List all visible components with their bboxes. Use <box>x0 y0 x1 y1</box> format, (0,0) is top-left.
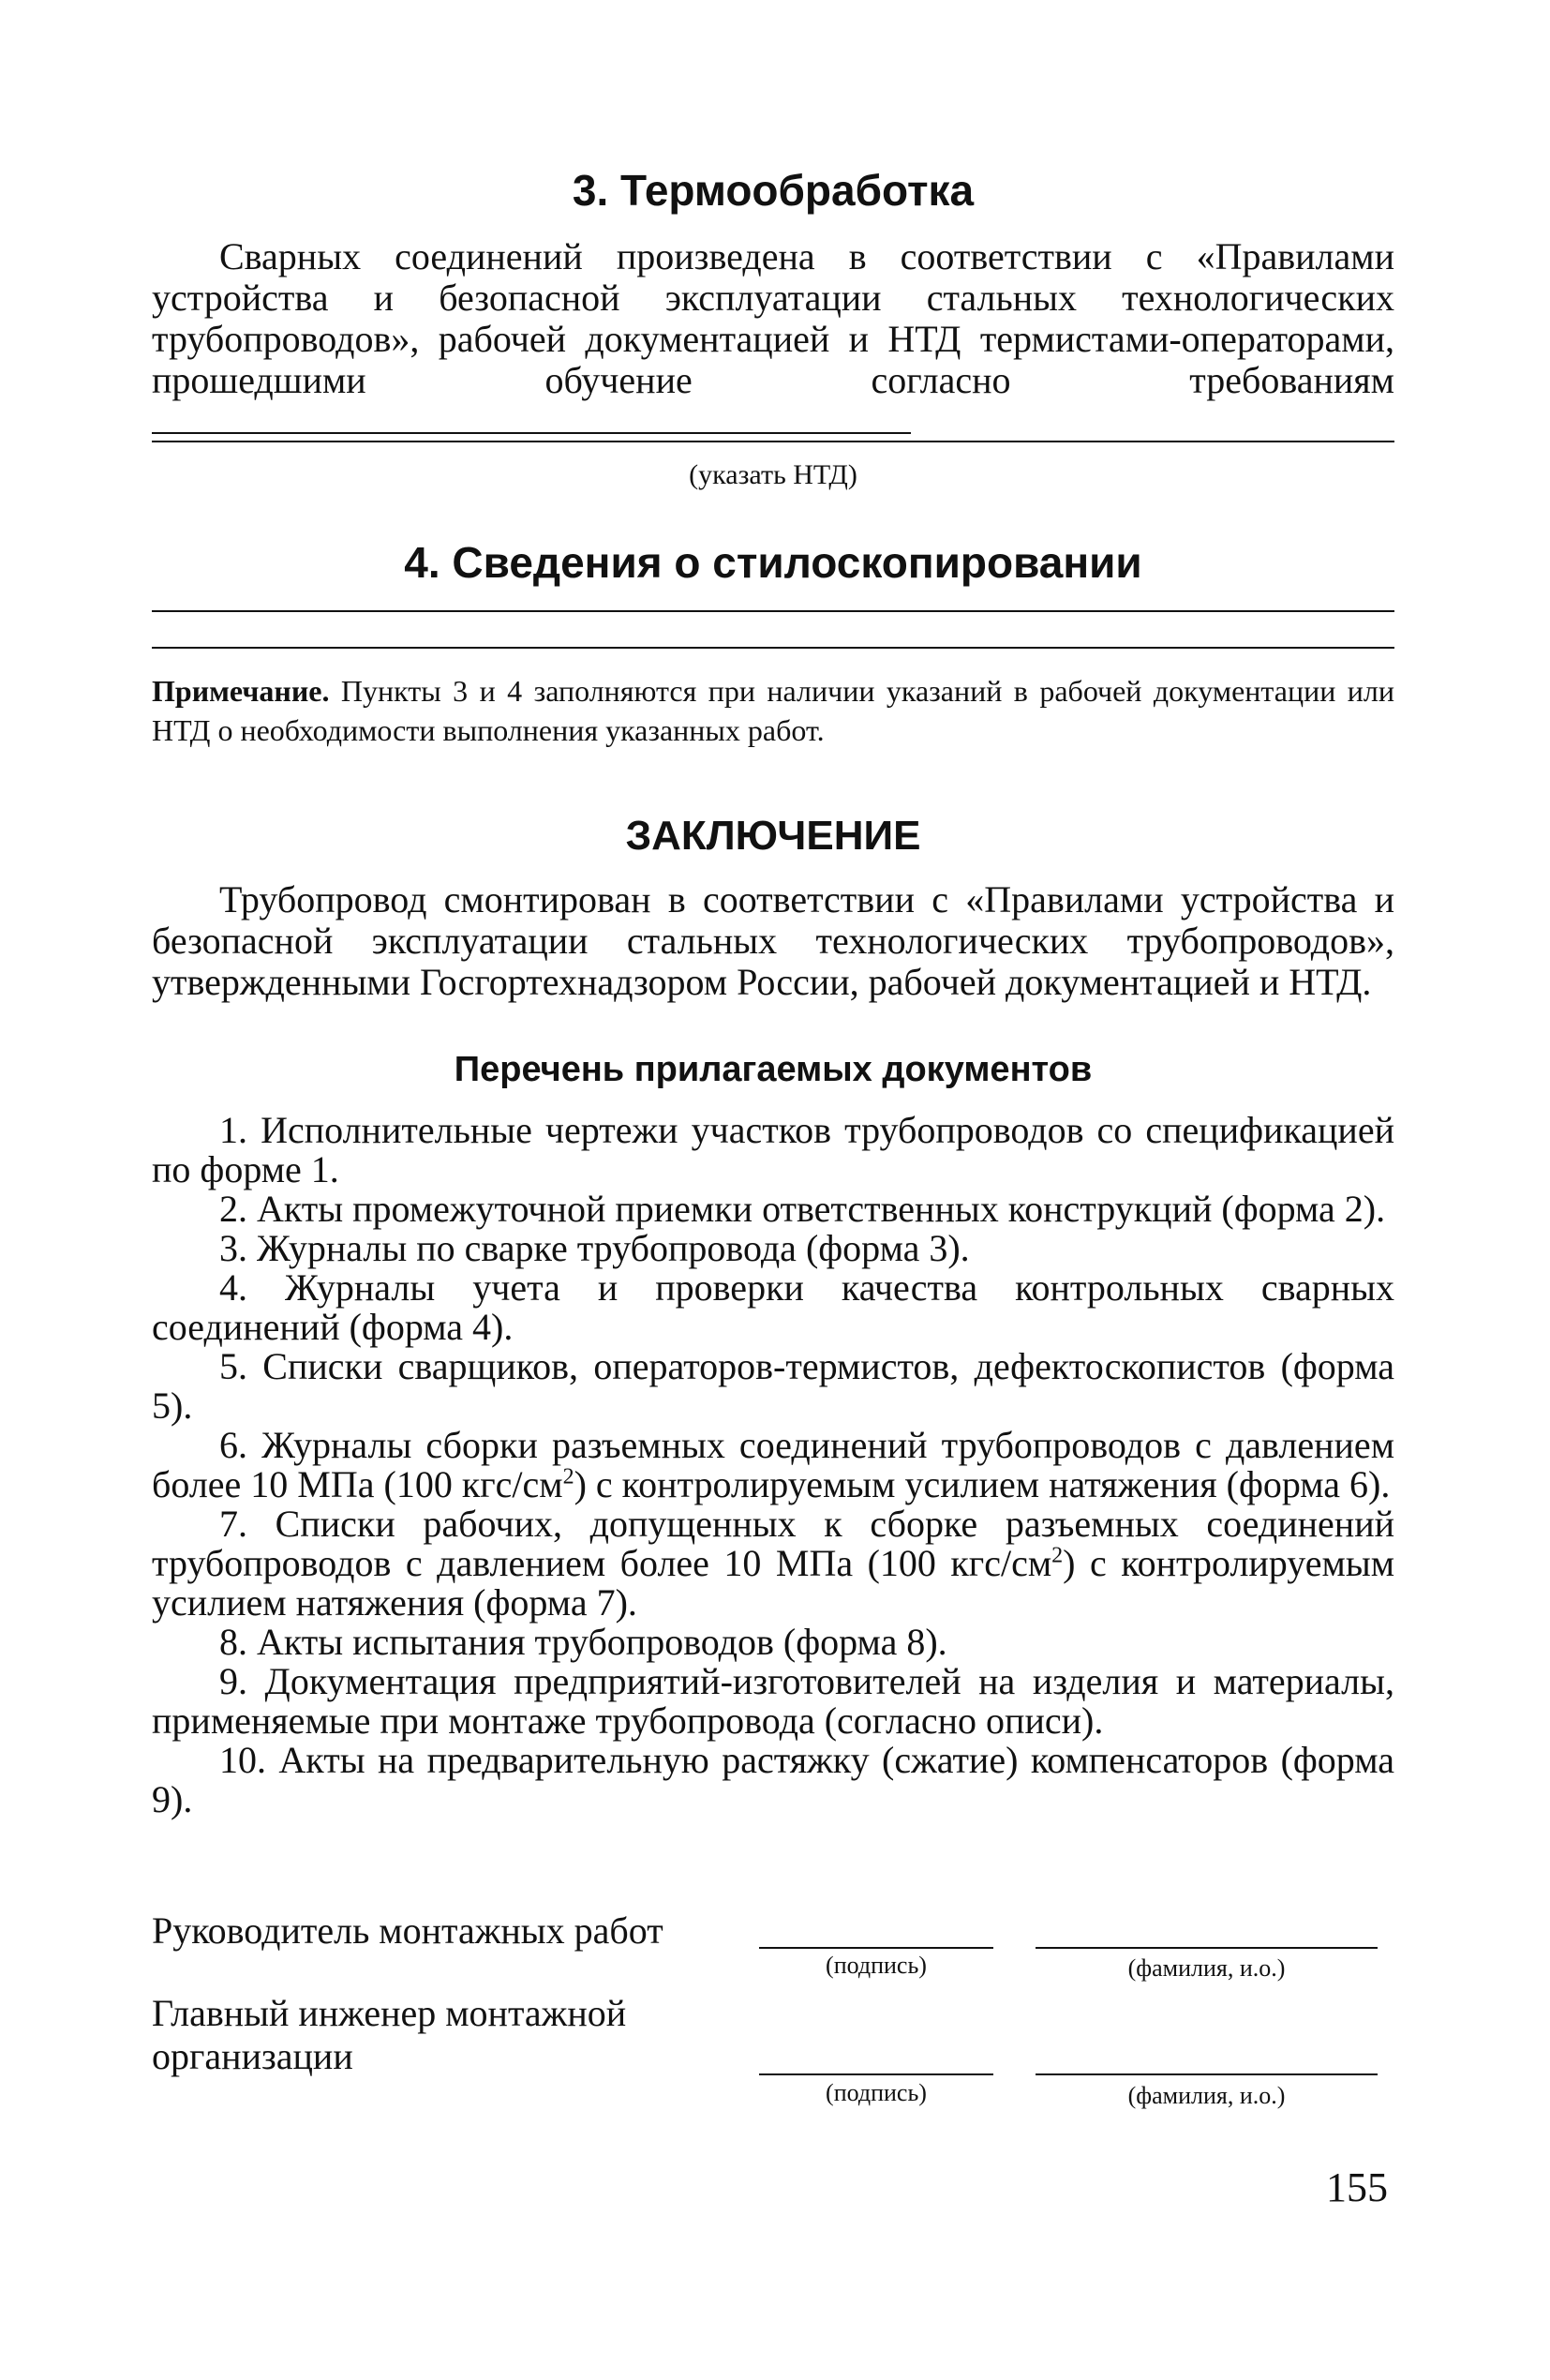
docs-title: Перечень прилагаемых документов <box>454 1050 1093 1089</box>
note-body: Пункты 3 и 4 заполняются при наличии указаний в рабочей документации или НТД о необходимости выполнения указанных работ. <box>152 674 1394 747</box>
conclusion-body <box>152 879 1394 1003</box>
ntd-caption: (указать НТД) <box>689 459 857 490</box>
stylo-fill-line-1 <box>152 610 1394 612</box>
note-text <box>152 671 1394 750</box>
list-item-6-text: 6. Журналы сборки разъемных соединений трубопроводов с давлением более 10 МПа (100 кгс/см <box>152 1424 1394 1505</box>
docs-list <box>152 1111 1394 1819</box>
list-item: 4. Журналы учета и проверки качества контрольных сварных соединений (форма 4). <box>152 1266 1394 1348</box>
name-caption-1: (фамилия, и.о.) <box>1127 1954 1286 1982</box>
signature-role-2-line-2: организации <box>152 2035 353 2077</box>
list-item <box>152 1504 1394 1623</box>
note-label: Примечание. <box>152 674 330 708</box>
list-item: 5. Списки сварщиков, операторов-термистов, дефектоскопистов (форма 5). <box>152 1345 1394 1427</box>
section-3-text <box>152 236 1394 442</box>
signature-role-2-line-1: Главный инженер монтажной <box>152 1992 627 2034</box>
signature-line-2 <box>759 2073 993 2075</box>
list-item: 3. Журналы по сварке трубопровода (форма 3). <box>219 1227 970 1269</box>
name-line-2 <box>1036 2073 1378 2075</box>
list-item-7-text: 7. Списки рабочих, допущенных к сборке разъемных соединений трубопроводов с давлением более 10 МПа (100 кгс/см <box>152 1503 1394 1584</box>
section-4-title: 4. Сведения о стилоскопировании <box>404 538 1142 587</box>
conclusion-text: Трубопровод смонтирован в соответствии с «Правилами устройства и безопасной эксплуатации стальных технологических трубопроводов», утвержденными Госгортехнадзором России, рабочей документацией и НТД. <box>152 878 1394 1003</box>
list-item: 1. Исполнительные чертежи участков трубопроводов со спецификацией по форме 1. <box>152 1109 1394 1190</box>
ntd-fill-line <box>152 441 1394 442</box>
note-block <box>152 671 1394 750</box>
requirements-fill-line <box>152 432 911 434</box>
stylo-fill-line-2 <box>152 647 1394 649</box>
list-item-6-tail: ) с контролируемым усилием натяжения (форма 6). <box>574 1463 1391 1505</box>
list-item: 9. Документация предприятий-изготовителей на изделия и материалы, применяемые при монтаже трубопровода (согласно описи). <box>152 1660 1394 1742</box>
section-3-body <box>152 236 1394 442</box>
signature-caption-2: (подпись) <box>826 2079 927 2106</box>
name-caption-2: (фамилия, и.о.) <box>1127 2082 1286 2109</box>
list-item-7-sup: 2 <box>1051 1543 1064 1568</box>
section-3-text-content: Сварных соединений произведена в соответствии с «Правилами устройства и безопасной эксплуатации стальных технологических трубопроводов», рабочей документацией и НТД термистами-операторами, прошедшими обучение согласно требованиям <box>152 235 1394 401</box>
section-3-title: 3. Термообработка <box>572 166 975 215</box>
list-item-6-sup: 2 <box>562 1464 574 1489</box>
page-number: 155 <box>1326 2164 1388 2210</box>
conclusion-title: ЗАКЛЮЧЕНИЕ <box>625 813 921 859</box>
signature-caption-1: (подпись) <box>826 1952 927 1979</box>
list-item-7-tail: ) с контролируемым усилием натяжения (форма 7). <box>152 1542 1395 1624</box>
list-item: 10. Акты на предварительную растяжку (сжатие) компенсаторов (форма 9). <box>152 1739 1394 1820</box>
signature-role-1: Руководитель монтажных работ <box>152 1909 663 1952</box>
signature-line-1 <box>759 1947 993 1949</box>
name-line-1 <box>1036 1947 1378 1949</box>
list-item: 2. Акты промежуточной приемки ответственных конструкций (форма 2). <box>219 1188 1386 1230</box>
list-item <box>152 1426 1394 1504</box>
list-item: 8. Акты испытания трубопроводов (форма 8). <box>219 1621 947 1663</box>
